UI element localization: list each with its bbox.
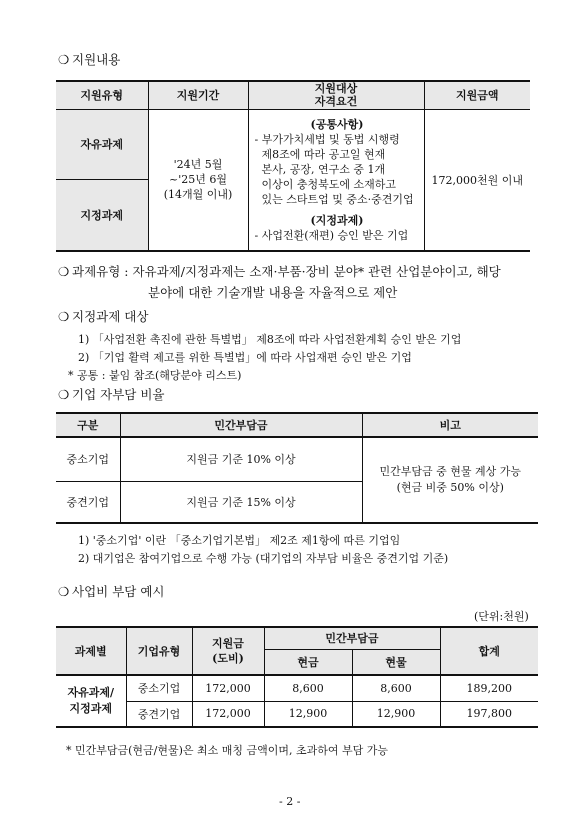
cost-total: 189,200 (440, 675, 538, 701)
common-line: 제8조에 따라 공고일 현재 (254, 147, 386, 161)
task-label-line: 지정과제 (69, 702, 112, 715)
remark-line: (현금 비중 50% 이상) (396, 481, 504, 494)
ratio-type-midsize: 중견기업 (56, 481, 120, 523)
header-cash: 현금 (264, 649, 352, 675)
designated-line: - 사업전환(재편) 승인 받은 기업 (254, 228, 409, 242)
designated-item: 1) 「사업전환 촉진에 관한 특별법」 제8조에 따라 사업전환계획 승인 받은 기업 (78, 333, 462, 346)
period-cell (148, 109, 248, 251)
task-type-line1 (58, 262, 501, 280)
header-amount: 지원금액 (424, 81, 530, 109)
header-eligibility: 지원대상 자격요건 (248, 81, 424, 109)
cost-company: 중소기업 (126, 675, 192, 701)
common-line: 본사, 공장, 연구소 중 1개 (254, 162, 386, 176)
cost-inkind: 8,600 (352, 675, 440, 701)
cost-grant: 172,000 (192, 675, 264, 701)
task-type-line2: 분야에 대한 기술개발 내용을 자율적으로 제안 (148, 285, 398, 300)
cost-cash: 12,900 (264, 701, 352, 727)
cost-table (56, 626, 538, 728)
eligibility-cell (248, 109, 424, 251)
common-line: - 부가가치세법 및 동법 시행령 (254, 132, 400, 146)
section-heading-designated (58, 307, 148, 325)
header-inkind: 현물 (352, 649, 440, 675)
cost-company: 중견기업 (126, 701, 192, 727)
task-label-cell (56, 675, 126, 727)
cost-note: * 민간부담금(현금/현물)은 최소 매칭 금액이며, 초과하여 부담 가능 (66, 744, 389, 757)
type-designated-task: 지정과제 (56, 179, 148, 251)
circle-bullet-icon: ❍ (58, 584, 70, 599)
section-title: 지정과제 대상 (72, 309, 149, 324)
designated-item: 2) 「기업 활력 제고를 위한 특별법」에 따라 사업재편 승인 받은 기업 (78, 351, 412, 364)
common-line: 이상이 충청북도에 소재하고 (254, 177, 396, 191)
task-label-line: 자유과제/ (67, 686, 115, 699)
header-grant-line: 지원금 (212, 637, 244, 650)
common-line: 있는 스타트업 및 중소·중견기업 (254, 192, 414, 206)
circle-bullet-icon: ❍ (58, 387, 70, 402)
ratio-remark (362, 437, 538, 523)
period-end: ~'25년 6월 (169, 173, 227, 187)
circle-bullet-icon: ❍ (58, 309, 70, 324)
ratio-type-sme: 중소기업 (56, 437, 120, 481)
ratio-rate-sme: 지원금 기준 10% 이상 (120, 437, 362, 481)
cost-grant: 172,000 (192, 701, 264, 727)
section-heading-cost-example (58, 582, 164, 600)
ratio-table (56, 412, 538, 524)
task-type-text: 과제유형 : 자유과제/지정과제는 소재·부품·장비 분야* 관련 산업분야이고, 해당 (72, 264, 501, 279)
period-duration: (14개월 이내) (163, 188, 233, 202)
cost-inkind: 12,900 (352, 701, 440, 727)
header-task: 과제별 (56, 627, 126, 675)
section-title: 기업 자부담 비율 (72, 387, 165, 402)
ratio-note: 2) 대기업은 참여기업으로 수행 가능 (대기업의 자부담 비율은 중견기업 기준) (78, 552, 449, 565)
ratio-note: 1) '중소기업' 이란 「중소기업기본법」 제2조 제1항에 따른 기업임 (78, 534, 401, 547)
amount-cell: 172,000천원 이내 (431, 173, 523, 187)
header-company-type: 기업유형 (126, 627, 192, 675)
period-start: '24년 5월 (173, 158, 223, 172)
cost-total: 197,800 (466, 707, 512, 721)
header-category: 구분 (56, 413, 120, 437)
header-private: 민간부담금 (264, 627, 440, 649)
circle-bullet-icon: ❍ (58, 264, 70, 279)
header-remark: 비고 (362, 413, 538, 437)
page-number: - 2 - (279, 795, 301, 808)
designated-note: * 공통 : 붙임 참조(해당분야 리스트) (68, 369, 242, 382)
designated-label: (지정과제) (310, 213, 364, 227)
remark-line: 민간부담금 중 현물 계상 가능 (379, 465, 521, 478)
section-heading-support (58, 50, 120, 68)
header-private-share: 민간부담금 (120, 413, 362, 437)
header-period: 지원기간 (148, 81, 248, 109)
header-total: 합계 (440, 627, 538, 675)
type-free-task: 자유과제 (56, 109, 148, 179)
section-title: 지원내용 (72, 52, 121, 67)
ratio-rate-midsize: 지원금 기준 15% 이상 (120, 481, 362, 523)
unit-label: (단위:천원) (474, 610, 529, 623)
circle-bullet-icon: ❍ (58, 52, 70, 67)
section-heading-ratio (58, 385, 164, 403)
section-title: 사업비 부담 예시 (72, 584, 165, 599)
cost-cash: 8,600 (264, 675, 352, 701)
support-table (56, 80, 530, 252)
header-grant (192, 627, 264, 675)
common-label: (공통사항) (310, 117, 364, 131)
header-support-type: 지원유형 (56, 81, 148, 109)
header-grant-line: (도비) (212, 652, 244, 665)
